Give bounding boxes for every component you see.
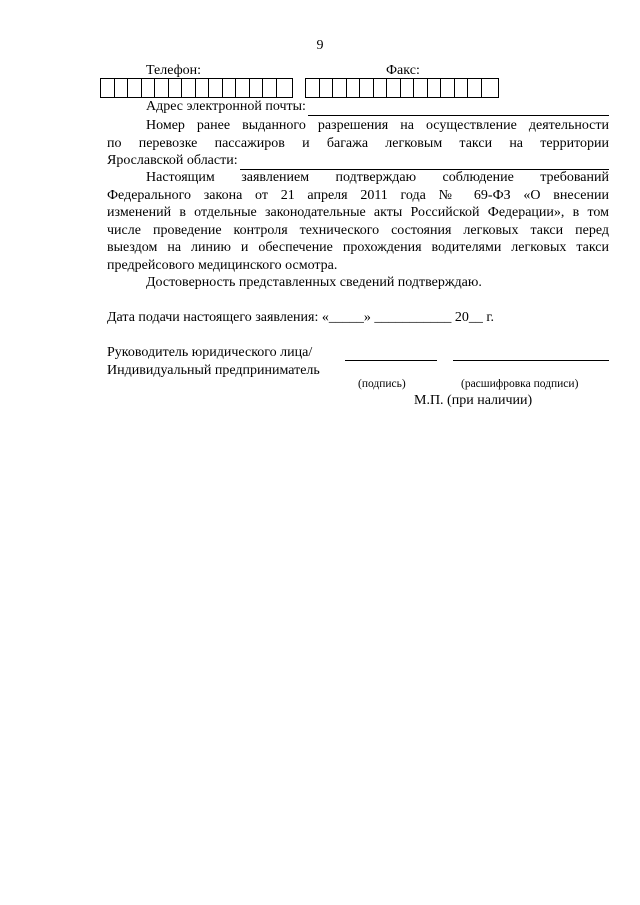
decoding-caption: (расшифровка подписи) <box>461 378 579 390</box>
permit-line-3: Ярославской области: <box>107 153 238 168</box>
email-line <box>107 98 609 116</box>
signatory-line-1: Руководитель юридического лица/ <box>107 345 313 360</box>
fax-label: Факс: <box>386 63 420 78</box>
statement-line-1: Настоящим заявлением подтверждаю соблюдение требований <box>146 170 609 185</box>
statement-line-4: числе проведение контроля технического состояния легковых такси перед <box>107 222 609 238</box>
permit-fill-line[interactable] <box>240 155 609 170</box>
permit-line-2: по перевозке пассажиров и багажа легковым такси на территории <box>107 135 609 151</box>
email-label: Адрес электронной почты: <box>146 99 306 114</box>
statement-line-5: выездом на линию и обеспечение прохождения водителями легковых такси <box>107 240 609 255</box>
signatory-block <box>107 344 609 379</box>
statement-paragraph <box>107 169 609 274</box>
signature-fill-line[interactable] <box>345 360 437 361</box>
confirmation-line <box>107 274 609 292</box>
phone-label: Телефон: <box>146 63 202 78</box>
phone-input-boxes[interactable] <box>100 78 293 98</box>
stamp-label: М.П. (при наличии) <box>414 393 533 408</box>
signature-caption: (подпись) <box>358 378 406 390</box>
submission-date-text: Дата подачи настоящего заявления: «_____» ___________ 20__ г. <box>107 310 495 325</box>
signatory-line-2: Индивидуальный предприниматель <box>107 362 320 378</box>
decoding-fill-line[interactable] <box>453 360 609 361</box>
confirmation-text: Достоверность представленных сведений подтверждаю. <box>146 275 482 290</box>
permit-line-1: Номер ранее выданного разрешения на осуществление деятельности <box>146 118 609 133</box>
statement-line-2: Федерального закона от 21 апреля 2011 года № 69-ФЗ «О внесении <box>107 187 609 203</box>
email-fill-line[interactable] <box>308 101 609 116</box>
statement-line-3: изменений в отдельные законодательные акты Российской Федерации», в том <box>107 205 609 220</box>
submission-date-line <box>107 309 609 327</box>
statement-line-6: предрейсового медицинского осмотра. <box>107 257 338 273</box>
fax-input-boxes[interactable] <box>305 78 499 98</box>
permit-paragraph <box>107 117 609 170</box>
page-number: 9 <box>316 38 324 53</box>
